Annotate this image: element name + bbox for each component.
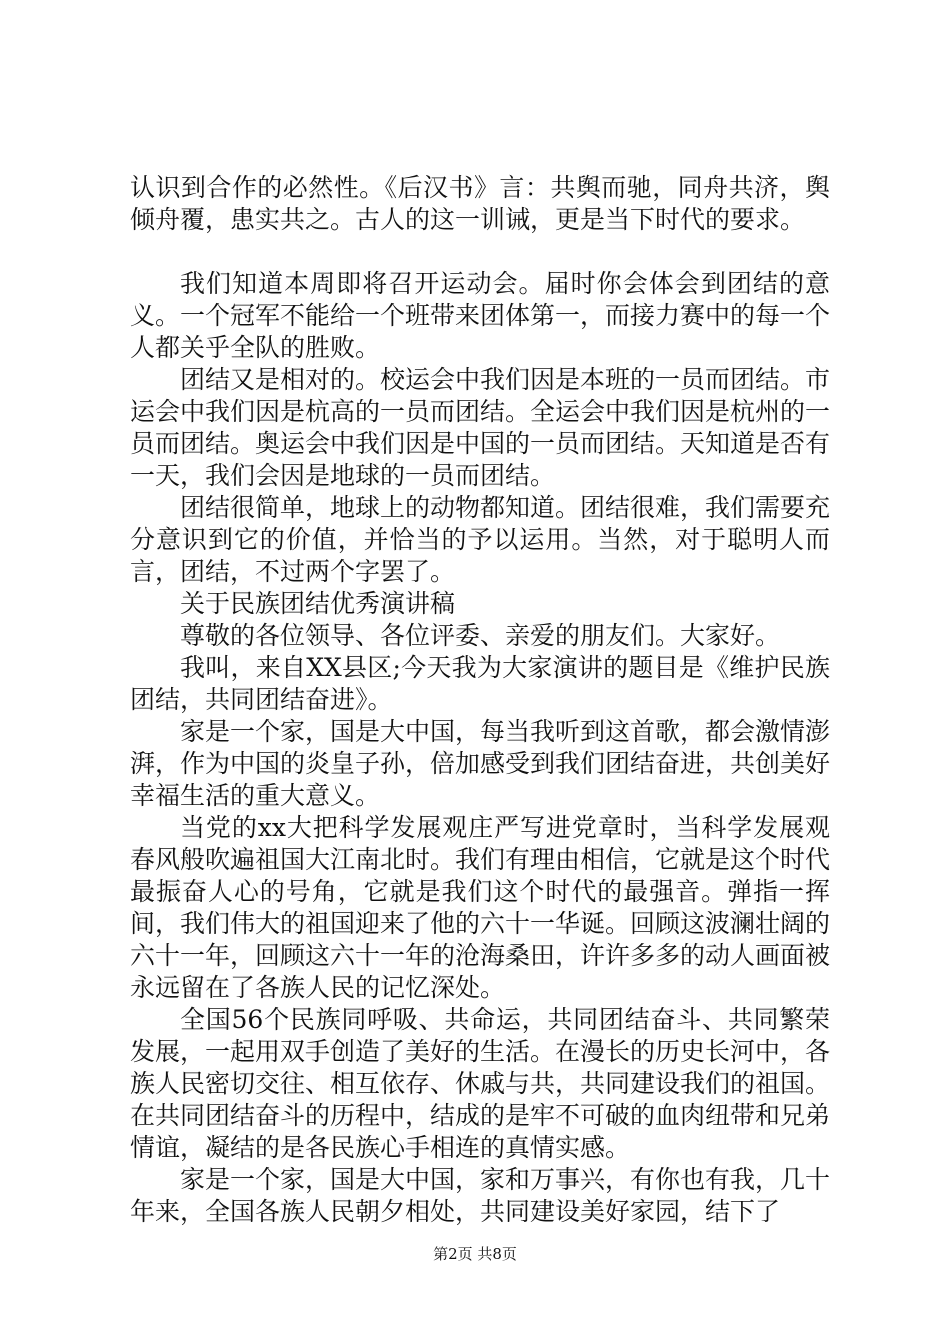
- paragraph: 全国56个民族同呼吸、共命运，共同团结奋斗、共同繁荣发展，一起用双手创造了美好的生活。在漫长的历史长河中，各族人民密切交往、相互依存、休戚与共，共同建设我们的祖国。在共同团结奋斗的历程中，结成的是牢不可破的血肉纽带和兄弟情谊，凝结的是各民族心手相连的真情实感。: [130, 1005, 831, 1162]
- paragraph: 家是一个家，国是大中国，家和万事兴，有你也有我，几十年来，全国各族人民朝夕相处，共同建设美好家园，结下了: [130, 1165, 831, 1226]
- paragraph: 我们知道本周即将召开运动会。届时你会体会到团结的意义。一个冠军不能给一个班带来团体第一，而接力赛中的每一个人都关乎全队的胜败。: [130, 269, 831, 362]
- section-title: 关于民族团结优秀演讲稿: [180, 589, 456, 618]
- paragraph: 团结很简单，地球上的动物都知道。团结很难，我们需要充分意识到它的价值，并恰当的予以运用。当然，对于聪明人而言，团结，不过两个字罢了。: [130, 493, 831, 586]
- paragraph: 当党的xx大把科学发展观庄严写进党章时，当科学发展观春风般吹遍祖国大江南北时。我们有理由相信，它就是这个时代最振奋人心的号角，它就是我们这个时代的最强音。弹指一挥间，我们伟大的祖国迎来了他的六十一华诞。回顾这波澜壮阔的六十一年，回顾这六十一年的沧海桑田，许许多多的动人画面被永远留在了各族人民的记忆深处。: [130, 813, 831, 1002]
- paragraph: 我叫，来自XX县区;今天我为大家演讲的题目是《维护民族团结，共同团结奋进》。: [130, 653, 830, 714]
- paragraph-greeting: 尊敬的各位领导、各位评委、亲爱的朋友们。大家好。: [180, 621, 781, 650]
- page-number-footer: 第2页 共8页: [433, 1245, 517, 1263]
- paragraph: 家是一个家，国是大中国，每当我听到这首歌，都会激情澎湃，作为中国的炎皇子孙，倍加感受到我们团结奋进，共创美好幸福生活的重大意义。: [130, 717, 831, 810]
- paragraph-continuation: 认识到合作的必然性。《后汉书》言：共舆而驰，同舟共济，舆倾舟覆，患实共之。古人的这一训诫，更是当下时代的要求。: [130, 173, 830, 234]
- document-body: [130, 172, 830, 1228]
- paragraph: 团结又是相对的。校运会中我们因是本班的一员而团结。市运会中我们因是杭高的一员而团结。全运会中我们因是杭州的一员而团结。奥运会中我们因是中国的一员而团结。天知道是否有一天，我们会因是地球的一员而团结。: [130, 365, 831, 490]
